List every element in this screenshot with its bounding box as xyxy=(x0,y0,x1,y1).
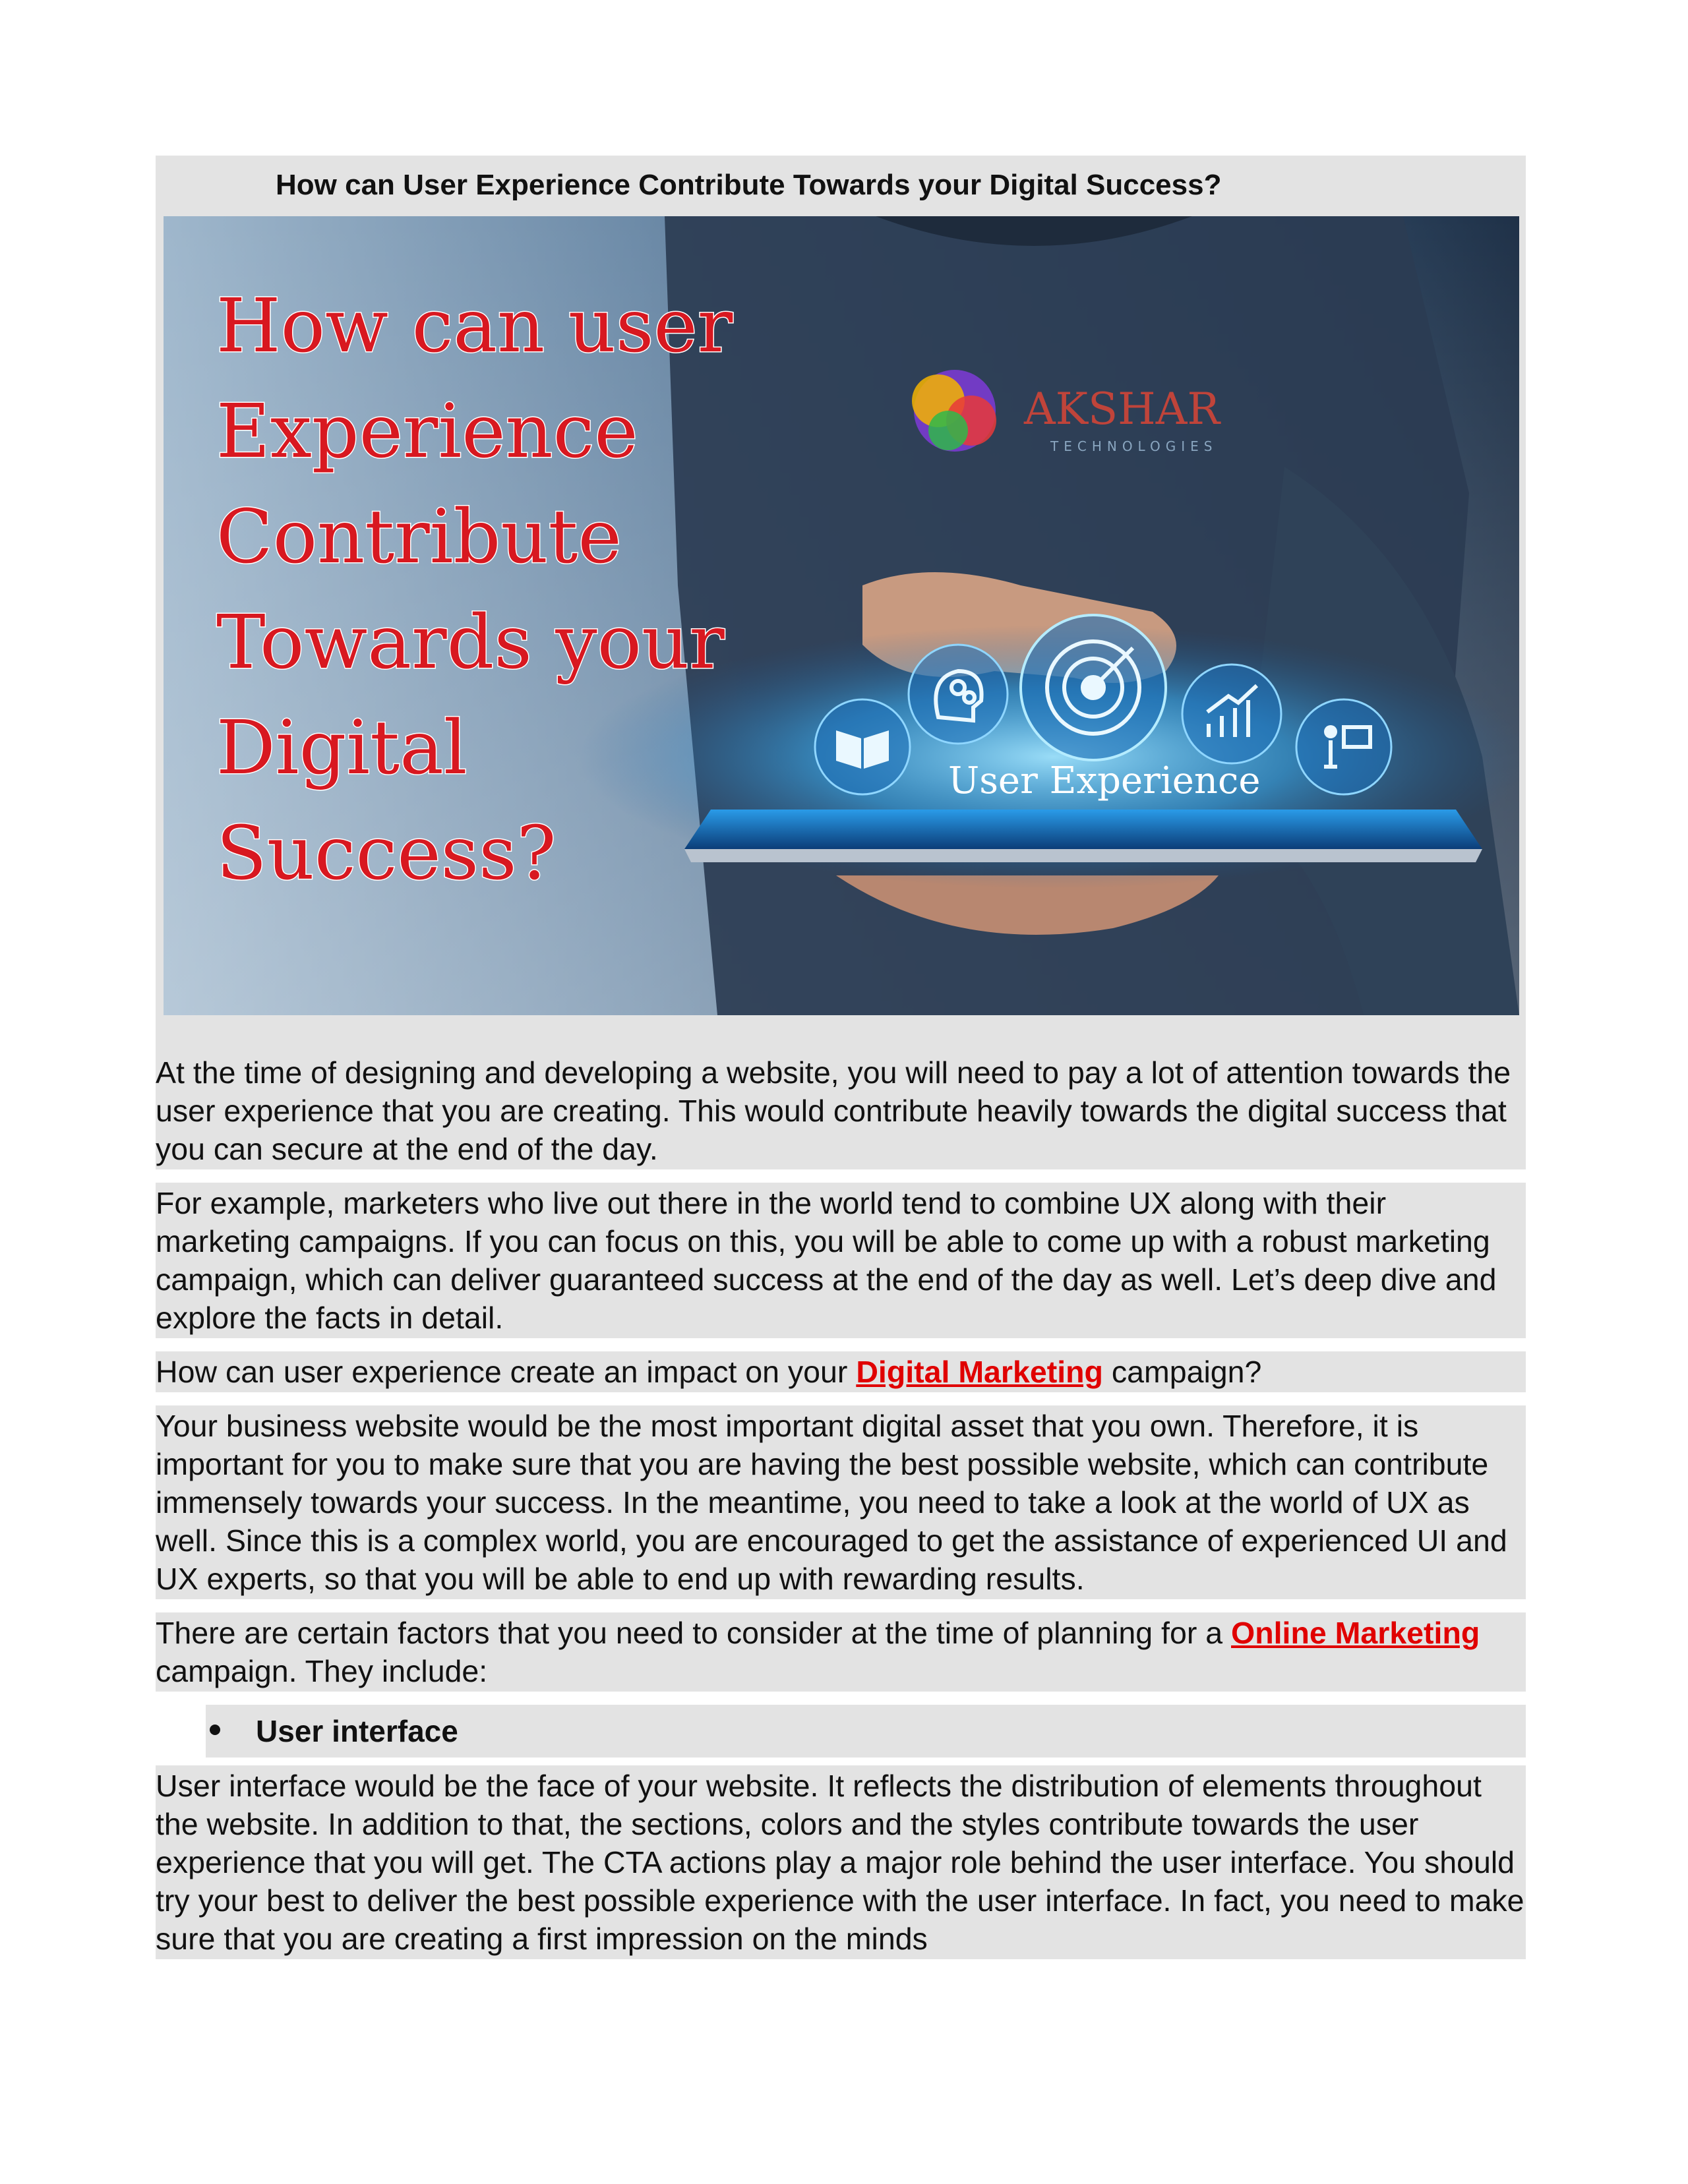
list-item xyxy=(156,1705,1526,1757)
headline-line-2: Experience xyxy=(216,389,638,475)
headline-line-5: Digital xyxy=(216,705,467,791)
bullet-dot xyxy=(210,1725,220,1735)
headline-line-6: Success? xyxy=(216,811,557,897)
document-page xyxy=(156,156,1526,1972)
paragraph-factors xyxy=(156,1612,1526,1692)
factors-text-before: There are certain factors that you need to consider at the time of planning for a xyxy=(156,1616,1232,1650)
logo-sub: TECHNOLOGIES xyxy=(1050,438,1218,454)
hero-caption-gap xyxy=(156,1013,1526,1052)
question-text-before: How can user experience create an impact on your xyxy=(156,1355,857,1389)
headline-line-4: Towards your xyxy=(216,600,725,686)
paragraph-website: Your business website would be the most important digital asset that you own. Therefore, it is important for you to make sure that you are having the best possible website, which can contribute immensely towards your success. In the meantime, you need to take a look at the world of UX as well. Since this is a complex world, you are encouraged to get the assistance of experienced UI and UX experts, so that you will be able to end up with rewarding results. xyxy=(156,1405,1526,1599)
paragraph-user-interface: User interface would be the face of your website. It reflects the distribution of elements throughout the website. In addition to that, the sections, colors and the styles contribute towards the user experience that you will get. The CTA actions play a major role behind the user interface. You should try your best to deliver the best possible experience with the user interface. In fact, you need to make sure that you are creating a first impression on the minds xyxy=(156,1765,1526,1959)
brain-gears-icon xyxy=(909,645,1008,744)
book-icon xyxy=(815,699,910,794)
question-text-after: campaign? xyxy=(1102,1355,1262,1389)
paragraph-example: For example, marketers who live out there in the world tend to combine UX along with their marketing campaigns. If you can focus on this, you will be able to come up with a robust marketing campaign, which can deliver guaranteed success at the end of the day as well. Let’s deep dive and explore the facts in detail. xyxy=(156,1183,1526,1338)
tablet-label: User Experience xyxy=(948,759,1261,802)
hero-image xyxy=(164,216,1519,1015)
chart-icon xyxy=(1182,664,1281,763)
target-icon xyxy=(1021,615,1166,760)
bullet-user-interface: User interface xyxy=(256,1714,458,1748)
paragraph-question xyxy=(156,1351,1526,1392)
page-title: How can User Experience Contribute Towards your Digital Success? xyxy=(276,169,1222,201)
headline-line-1: How can user xyxy=(216,283,733,369)
online-marketing-link[interactable]: Online Marketing xyxy=(1231,1616,1480,1650)
factors-text-after: campaign. They include: xyxy=(156,1654,488,1688)
paragraph-intro: At the time of designing and developing a website, you will need to pay a lot of attention towards the user experience that you are creating. This would contribute heavily towards the digital success that you can secure at the end of the day. xyxy=(156,1052,1526,1169)
headline-line-3: Contribute xyxy=(216,494,622,580)
presenter-icon xyxy=(1296,699,1391,794)
title-band xyxy=(156,156,1526,215)
digital-marketing-link[interactable]: Digital Marketing xyxy=(856,1355,1103,1389)
logo-name: AKSHAR xyxy=(1024,384,1221,434)
